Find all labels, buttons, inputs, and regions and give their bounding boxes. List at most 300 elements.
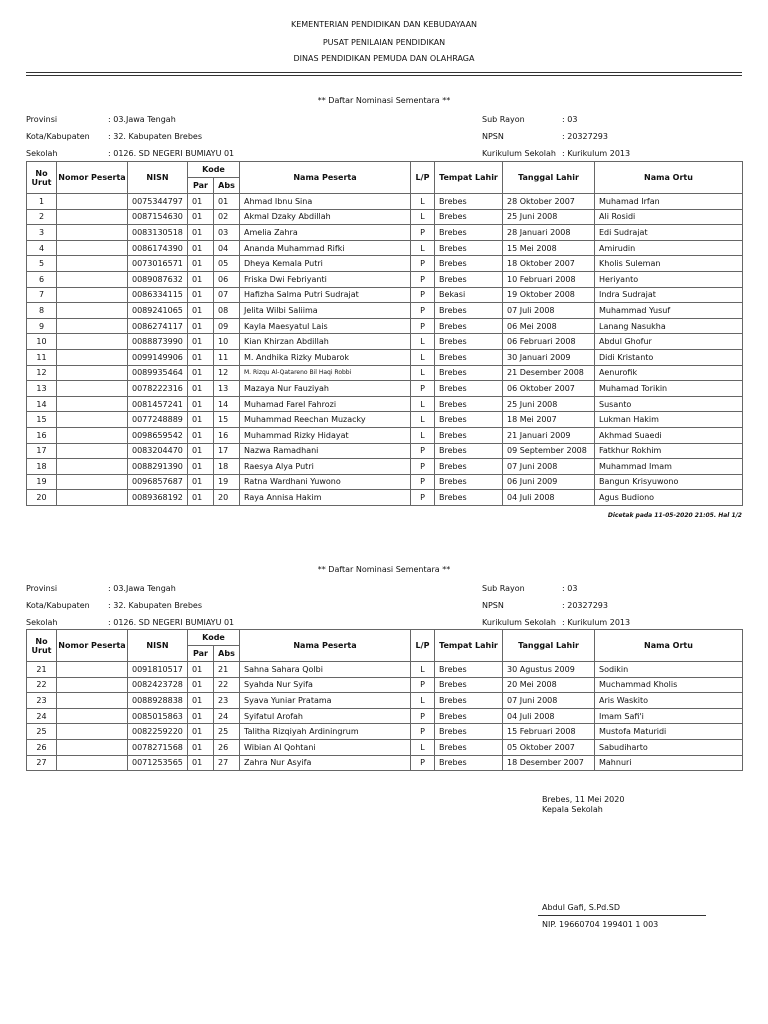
row-abs: 13	[214, 381, 240, 397]
sekolah-label: Sekolah	[26, 149, 58, 158]
row-tempat-lahir: Brebes	[435, 739, 503, 755]
row-par: 01	[188, 412, 214, 428]
row-tempat-lahir: Brebes	[435, 334, 503, 350]
row-tempat-lahir: Brebes	[435, 240, 503, 256]
subrayon-label: Sub Rayon	[482, 584, 525, 593]
row-tempat-lahir: Brebes	[435, 349, 503, 365]
row-lp: P	[411, 225, 435, 241]
table-row	[27, 365, 743, 381]
row-abs: 10	[214, 334, 240, 350]
col-no-urut: No Urut	[27, 630, 57, 662]
row-nomor-peserta	[57, 209, 128, 225]
section-title: ** Daftar Nominasi Sementara **	[317, 565, 451, 574]
row-nisn: 0082259220	[128, 724, 188, 740]
row-no: 1	[27, 194, 57, 210]
provinsi-label: Provinsi	[26, 584, 58, 593]
row-lp: P	[411, 443, 435, 459]
row-no: 25	[27, 724, 57, 740]
row-nama-peserta: Muhamad Farel Fahrozi	[240, 396, 411, 412]
col-nama-ortu: Nama Ortu	[595, 630, 743, 662]
row-nisn: 0075344797	[128, 194, 188, 210]
row-tempat-lahir: Brebes	[435, 693, 503, 709]
row-no: 19	[27, 474, 57, 490]
row-tempat-lahir: Brebes	[435, 755, 503, 771]
table-row	[27, 490, 743, 506]
row-lp: P	[411, 490, 435, 506]
row-lp: L	[411, 693, 435, 709]
row-lp: L	[411, 396, 435, 412]
row-nama-ortu: Muhammad Imam	[595, 459, 743, 475]
participants-table-page-1	[26, 161, 743, 506]
kurikulum-value: : Kurikulum 2013	[562, 149, 631, 158]
row-lp: L	[411, 209, 435, 225]
col-nomor-peserta: Nomor Peserta	[57, 630, 128, 662]
row-par: 01	[188, 381, 214, 397]
row-nisn: 0086274117	[128, 318, 188, 334]
row-nomor-peserta	[57, 303, 128, 319]
table-row	[27, 427, 743, 443]
row-tanggal-lahir: 04 Juli 2008	[503, 490, 595, 506]
col-nama-ortu: Nama Ortu	[595, 162, 743, 194]
row-nomor-peserta	[57, 365, 128, 381]
row-no: 14	[27, 396, 57, 412]
row-abs: 26	[214, 739, 240, 755]
row-nama-ortu: Muhamad Irfan	[595, 194, 743, 210]
row-nisn: 0083204470	[128, 443, 188, 459]
row-abs: 04	[214, 240, 240, 256]
row-abs: 19	[214, 474, 240, 490]
row-tanggal-lahir: 15 Mei 2008	[503, 240, 595, 256]
row-nama-peserta: Syahda Nur Syifa	[240, 677, 411, 693]
row-tanggal-lahir: 20 Mei 2008	[503, 677, 595, 693]
row-abs: 05	[214, 256, 240, 272]
kota-label: Kota/Kabupaten	[26, 601, 90, 610]
kota-value: : 32. Kabupaten Brebes	[108, 601, 203, 610]
col-tempat-lahir: Tempat Lahir	[435, 630, 503, 662]
row-nama-ortu: Bangun Krisyuwono	[595, 474, 743, 490]
row-nama-ortu: Sabudiharto	[595, 739, 743, 755]
printed-note: Dicetak pada 11-05-2020 21:05. Hal 1/2	[607, 512, 742, 519]
row-nama-ortu: Muhammad Yusuf	[595, 303, 743, 319]
row-nisn: 0089368192	[128, 490, 188, 506]
row-no: 10	[27, 334, 57, 350]
row-tanggal-lahir: 05 Oktober 2007	[503, 739, 595, 755]
row-nisn: 0089241065	[128, 303, 188, 319]
row-abs: 23	[214, 693, 240, 709]
row-nomor-peserta	[57, 724, 128, 740]
row-tanggal-lahir: 15 Februari 2008	[503, 724, 595, 740]
row-abs: 12	[214, 365, 240, 381]
row-par: 01	[188, 490, 214, 506]
row-tempat-lahir: Brebes	[435, 318, 503, 334]
row-lp: L	[411, 334, 435, 350]
table-row	[27, 303, 743, 319]
row-nomor-peserta	[57, 474, 128, 490]
row-par: 01	[188, 459, 214, 475]
row-nomor-peserta	[57, 739, 128, 755]
row-no: 12	[27, 365, 57, 381]
row-nama-peserta: Raesya Alya Putri	[240, 459, 411, 475]
row-lp: P	[411, 303, 435, 319]
col-kode: Kode	[188, 630, 240, 646]
row-abs: 18	[214, 459, 240, 475]
row-par: 01	[188, 256, 214, 272]
row-lp: P	[411, 318, 435, 334]
row-abs: 03	[214, 225, 240, 241]
row-nisn: 0088873990	[128, 334, 188, 350]
row-par: 01	[188, 474, 214, 490]
table-row	[27, 256, 743, 272]
row-lp: L	[411, 365, 435, 381]
row-nisn: 0091810517	[128, 662, 188, 678]
row-no: 27	[27, 755, 57, 771]
row-nama-ortu: Edi Sudrajat	[595, 225, 743, 241]
row-nama-ortu: Aenurofik	[595, 365, 743, 381]
row-tempat-lahir: Bekasi	[435, 287, 503, 303]
row-nomor-peserta	[57, 225, 128, 241]
row-nama-ortu: Ali Rosidi	[595, 209, 743, 225]
table-row	[27, 693, 743, 709]
row-nomor-peserta	[57, 256, 128, 272]
row-par: 01	[188, 724, 214, 740]
row-lp: L	[411, 412, 435, 428]
row-lp: L	[411, 662, 435, 678]
row-tanggal-lahir: 06 Februari 2008	[503, 334, 595, 350]
row-no: 18	[27, 459, 57, 475]
row-nama-peserta: Syifatul Arofah	[240, 708, 411, 724]
row-nama-ortu: Mustofa Maturidi	[595, 724, 743, 740]
row-abs: 11	[214, 349, 240, 365]
row-abs: 15	[214, 412, 240, 428]
row-nisn: 0086334115	[128, 287, 188, 303]
row-tanggal-lahir: 25 Juni 2008	[503, 396, 595, 412]
row-tanggal-lahir: 07 Juli 2008	[503, 303, 595, 319]
row-tanggal-lahir: 30 Januari 2009	[503, 349, 595, 365]
department-title: DINAS PENDIDIKAN PEMUDA DAN OLAHRAGA	[293, 54, 475, 63]
sekolah-label: Sekolah	[26, 618, 58, 627]
row-lp: L	[411, 194, 435, 210]
col-nomor-peserta: Nomor Peserta	[57, 162, 128, 194]
row-nama-ortu: Amirudin	[595, 240, 743, 256]
row-no: 22	[27, 677, 57, 693]
row-no: 8	[27, 303, 57, 319]
row-nama-peserta: Nazwa Ramadhani	[240, 443, 411, 459]
row-nisn: 0089087632	[128, 271, 188, 287]
row-tempat-lahir: Brebes	[435, 225, 503, 241]
npsn-label: NPSN	[482, 601, 504, 610]
row-nama-ortu: Muhamad Torikin	[595, 381, 743, 397]
row-nisn: 0085015863	[128, 708, 188, 724]
table-row	[27, 459, 743, 475]
row-nama-ortu: Lanang Nasukha	[595, 318, 743, 334]
table-row	[27, 334, 743, 350]
subrayon-value: : 03	[562, 115, 578, 124]
row-lp: P	[411, 708, 435, 724]
row-nomor-peserta	[57, 334, 128, 350]
signature-place-date: Brebes, 11 Mei 2020	[542, 795, 625, 804]
row-tanggal-lahir: 18 Oktober 2007	[503, 256, 595, 272]
col-lp: L/P	[411, 630, 435, 662]
row-nomor-peserta	[57, 194, 128, 210]
row-abs: 22	[214, 677, 240, 693]
col-abs: Abs	[214, 646, 240, 662]
row-nama-peserta: Akmal Dzaky Abdillah	[240, 209, 411, 225]
table-row	[27, 194, 743, 210]
row-lp: P	[411, 459, 435, 475]
row-tanggal-lahir: 30 Agustus 2009	[503, 662, 595, 678]
participants-table-page-2	[26, 629, 743, 771]
col-kode: Kode	[188, 162, 240, 178]
table-row	[27, 396, 743, 412]
row-nomor-peserta	[57, 271, 128, 287]
row-nama-peserta: Ratna Wardhani Yuwono	[240, 474, 411, 490]
provinsi-label: Provinsi	[26, 115, 58, 124]
row-no: 23	[27, 693, 57, 709]
kurikulum-label: Kurikulum Sekolah	[482, 149, 556, 158]
row-nama-ortu: Sodikin	[595, 662, 743, 678]
row-abs: 06	[214, 271, 240, 287]
row-nama-ortu: Akhmad Suaedi	[595, 427, 743, 443]
row-nama-peserta: Amelia Zahra	[240, 225, 411, 241]
row-nama-peserta: Hafizha Salma Putri Sudrajat	[240, 287, 411, 303]
row-nama-peserta: Wibian Al Qohtani	[240, 739, 411, 755]
row-par: 01	[188, 427, 214, 443]
row-nama-ortu: Muchammad Kholis	[595, 677, 743, 693]
row-par: 01	[188, 693, 214, 709]
row-nomor-peserta	[57, 412, 128, 428]
table-row	[27, 724, 743, 740]
table-row	[27, 240, 743, 256]
table-row	[27, 677, 743, 693]
row-nisn: 0077248889	[128, 412, 188, 428]
row-nisn: 0099149906	[128, 349, 188, 365]
table-row	[27, 412, 743, 428]
row-tanggal-lahir: 04 Juli 2008	[503, 708, 595, 724]
row-nomor-peserta	[57, 381, 128, 397]
row-nama-peserta: Muhammad Rizky Hidayat	[240, 427, 411, 443]
table-row	[27, 287, 743, 303]
table-row	[27, 381, 743, 397]
row-par: 01	[188, 194, 214, 210]
row-par: 01	[188, 443, 214, 459]
row-abs: 16	[214, 427, 240, 443]
sekolah-value: : 0126. SD NEGERI BUMIAYU 01	[108, 149, 235, 158]
row-par: 01	[188, 287, 214, 303]
ministry-title: KEMENTERIAN PENDIDIKAN DAN KEBUDAYAAN	[290, 20, 478, 29]
signature-name: Abdul Gafi, S.Pd.SD	[542, 903, 620, 912]
row-par: 01	[188, 677, 214, 693]
row-nama-peserta: Kayla Maesyatul Lais	[240, 318, 411, 334]
npsn-label: NPSN	[482, 132, 504, 141]
row-nisn: 0082423728	[128, 677, 188, 693]
table-row	[27, 443, 743, 459]
row-lp: L	[411, 739, 435, 755]
row-tanggal-lahir: 25 Juni 2008	[503, 209, 595, 225]
row-nama-ortu: Heriyanto	[595, 271, 743, 287]
row-nama-peserta: Raya Annisa Hakim	[240, 490, 411, 506]
row-lp: L	[411, 240, 435, 256]
row-lp: P	[411, 381, 435, 397]
row-nama-ortu: Susanto	[595, 396, 743, 412]
row-tanggal-lahir: 28 Januari 2008	[503, 225, 595, 241]
row-tempat-lahir: Brebes	[435, 396, 503, 412]
col-tanggal-lahir: Tanggal Lahir	[503, 630, 595, 662]
row-nomor-peserta	[57, 287, 128, 303]
row-nisn: 0081457241	[128, 396, 188, 412]
sekolah-value: : 0126. SD NEGERI BUMIAYU 01	[108, 618, 235, 627]
row-abs: 02	[214, 209, 240, 225]
row-no: 17	[27, 443, 57, 459]
row-par: 01	[188, 739, 214, 755]
provinsi-value: : 03.Jawa Tengah	[108, 115, 176, 124]
row-tempat-lahir: Brebes	[435, 724, 503, 740]
row-par: 01	[188, 271, 214, 287]
row-nomor-peserta	[57, 318, 128, 334]
row-no: 15	[27, 412, 57, 428]
row-tanggal-lahir: 06 Mei 2008	[503, 318, 595, 334]
row-no: 2	[27, 209, 57, 225]
row-nama-peserta: Dheya Kemala Putri	[240, 256, 411, 272]
row-abs: 01	[214, 194, 240, 210]
row-abs: 27	[214, 755, 240, 771]
row-nama-peserta: Syava Yuniar Pratama	[240, 693, 411, 709]
subrayon-label: Sub Rayon	[482, 115, 525, 124]
row-tanggal-lahir: 06 Oktober 2007	[503, 381, 595, 397]
row-par: 01	[188, 334, 214, 350]
row-par: 01	[188, 209, 214, 225]
row-lp: P	[411, 755, 435, 771]
row-lp: P	[411, 271, 435, 287]
row-nama-peserta: Ahmad Ibnu Sina	[240, 194, 411, 210]
row-tanggal-lahir: 10 Februari 2008	[503, 271, 595, 287]
row-tanggal-lahir: 21 Desember 2008	[503, 365, 595, 381]
row-nomor-peserta	[57, 427, 128, 443]
row-par: 01	[188, 755, 214, 771]
row-nisn: 0083130518	[128, 225, 188, 241]
signature-nip: NIP. 19660704 199401 1 003	[542, 920, 659, 929]
row-no: 13	[27, 381, 57, 397]
kurikulum-value: : Kurikulum 2013	[562, 618, 631, 627]
row-nomor-peserta	[57, 662, 128, 678]
row-tempat-lahir: Brebes	[435, 412, 503, 428]
row-no: 11	[27, 349, 57, 365]
row-nomor-peserta	[57, 396, 128, 412]
table-row	[27, 739, 743, 755]
row-tanggal-lahir: 06 Juni 2009	[503, 474, 595, 490]
row-tanggal-lahir: 18 Mei 2007	[503, 412, 595, 428]
row-tanggal-lahir: 21 Januari 2009	[503, 427, 595, 443]
row-no: 26	[27, 739, 57, 755]
col-nisn: NISN	[128, 630, 188, 662]
subrayon-value: : 03	[562, 584, 578, 593]
signature-role: Kepala Sekolah	[542, 805, 603, 814]
table-row	[27, 708, 743, 724]
row-nama-ortu: Imam Safi'i	[595, 708, 743, 724]
col-nama-peserta: Nama Peserta	[240, 162, 411, 194]
row-no: 21	[27, 662, 57, 678]
row-par: 01	[188, 349, 214, 365]
row-nisn: 0089935464	[128, 365, 188, 381]
row-nomor-peserta	[57, 708, 128, 724]
row-nisn: 0087154630	[128, 209, 188, 225]
col-par: Par	[188, 646, 214, 662]
table-row	[27, 318, 743, 334]
row-tanggal-lahir: 18 Desember 2007	[503, 755, 595, 771]
row-tempat-lahir: Brebes	[435, 256, 503, 272]
row-par: 01	[188, 303, 214, 319]
row-tanggal-lahir: 07 Juni 2008	[503, 459, 595, 475]
row-nama-peserta: Jelita Wilbi Saliima	[240, 303, 411, 319]
row-lp: L	[411, 349, 435, 365]
row-tempat-lahir: Brebes	[435, 708, 503, 724]
row-nomor-peserta	[57, 755, 128, 771]
row-abs: 17	[214, 443, 240, 459]
col-no-urut: No Urut	[27, 162, 57, 194]
row-tempat-lahir: Brebes	[435, 271, 503, 287]
row-lp: P	[411, 474, 435, 490]
row-nisn: 0078271568	[128, 739, 188, 755]
row-par: 01	[188, 225, 214, 241]
row-lp: P	[411, 724, 435, 740]
row-lp: P	[411, 677, 435, 693]
row-tempat-lahir: Brebes	[435, 677, 503, 693]
table-row	[27, 662, 743, 678]
row-abs: 21	[214, 662, 240, 678]
row-nama-peserta: Kian Khirzan Abdillah	[240, 334, 411, 350]
col-tanggal-lahir: Tanggal Lahir	[503, 162, 595, 194]
row-nisn: 0078222316	[128, 381, 188, 397]
row-abs: 25	[214, 724, 240, 740]
row-lp: P	[411, 287, 435, 303]
col-tempat-lahir: Tempat Lahir	[435, 162, 503, 194]
row-tanggal-lahir: 19 Oktober 2008	[503, 287, 595, 303]
kurikulum-label: Kurikulum Sekolah	[482, 618, 556, 627]
row-par: 01	[188, 365, 214, 381]
row-no: 3	[27, 225, 57, 241]
row-tempat-lahir: Brebes	[435, 427, 503, 443]
row-nomor-peserta	[57, 349, 128, 365]
table-row	[27, 209, 743, 225]
row-nama-ortu: Indra Sudrajat	[595, 287, 743, 303]
row-tempat-lahir: Brebes	[435, 303, 503, 319]
row-nama-ortu: Agus Budiono	[595, 490, 743, 506]
row-nisn: 0071253565	[128, 755, 188, 771]
header-rule-bottom	[26, 75, 742, 76]
header-rule-top	[26, 72, 742, 73]
row-tempat-lahir: Brebes	[435, 662, 503, 678]
row-nomor-peserta	[57, 677, 128, 693]
row-par: 01	[188, 662, 214, 678]
col-abs: Abs	[214, 178, 240, 194]
row-nisn: 0098659542	[128, 427, 188, 443]
row-nama-peserta: Talitha Rizqiyah Ardiningrum	[240, 724, 411, 740]
row-no: 7	[27, 287, 57, 303]
row-no: 5	[27, 256, 57, 272]
row-nama-peserta: Friska Dwi Febriyanti	[240, 271, 411, 287]
row-nama-peserta: Zahra Nur Asyifa	[240, 755, 411, 771]
col-nama-peserta: Nama Peserta	[240, 630, 411, 662]
row-tempat-lahir: Brebes	[435, 443, 503, 459]
row-tempat-lahir: Brebes	[435, 459, 503, 475]
row-tempat-lahir: Brebes	[435, 381, 503, 397]
row-nama-ortu: Kholis Suleman	[595, 256, 743, 272]
row-no: 20	[27, 490, 57, 506]
row-nama-peserta: M. Andhika Rizky Mubarok	[240, 349, 411, 365]
row-tempat-lahir: Brebes	[435, 365, 503, 381]
row-no: 24	[27, 708, 57, 724]
row-nomor-peserta	[57, 443, 128, 459]
row-par: 01	[188, 240, 214, 256]
